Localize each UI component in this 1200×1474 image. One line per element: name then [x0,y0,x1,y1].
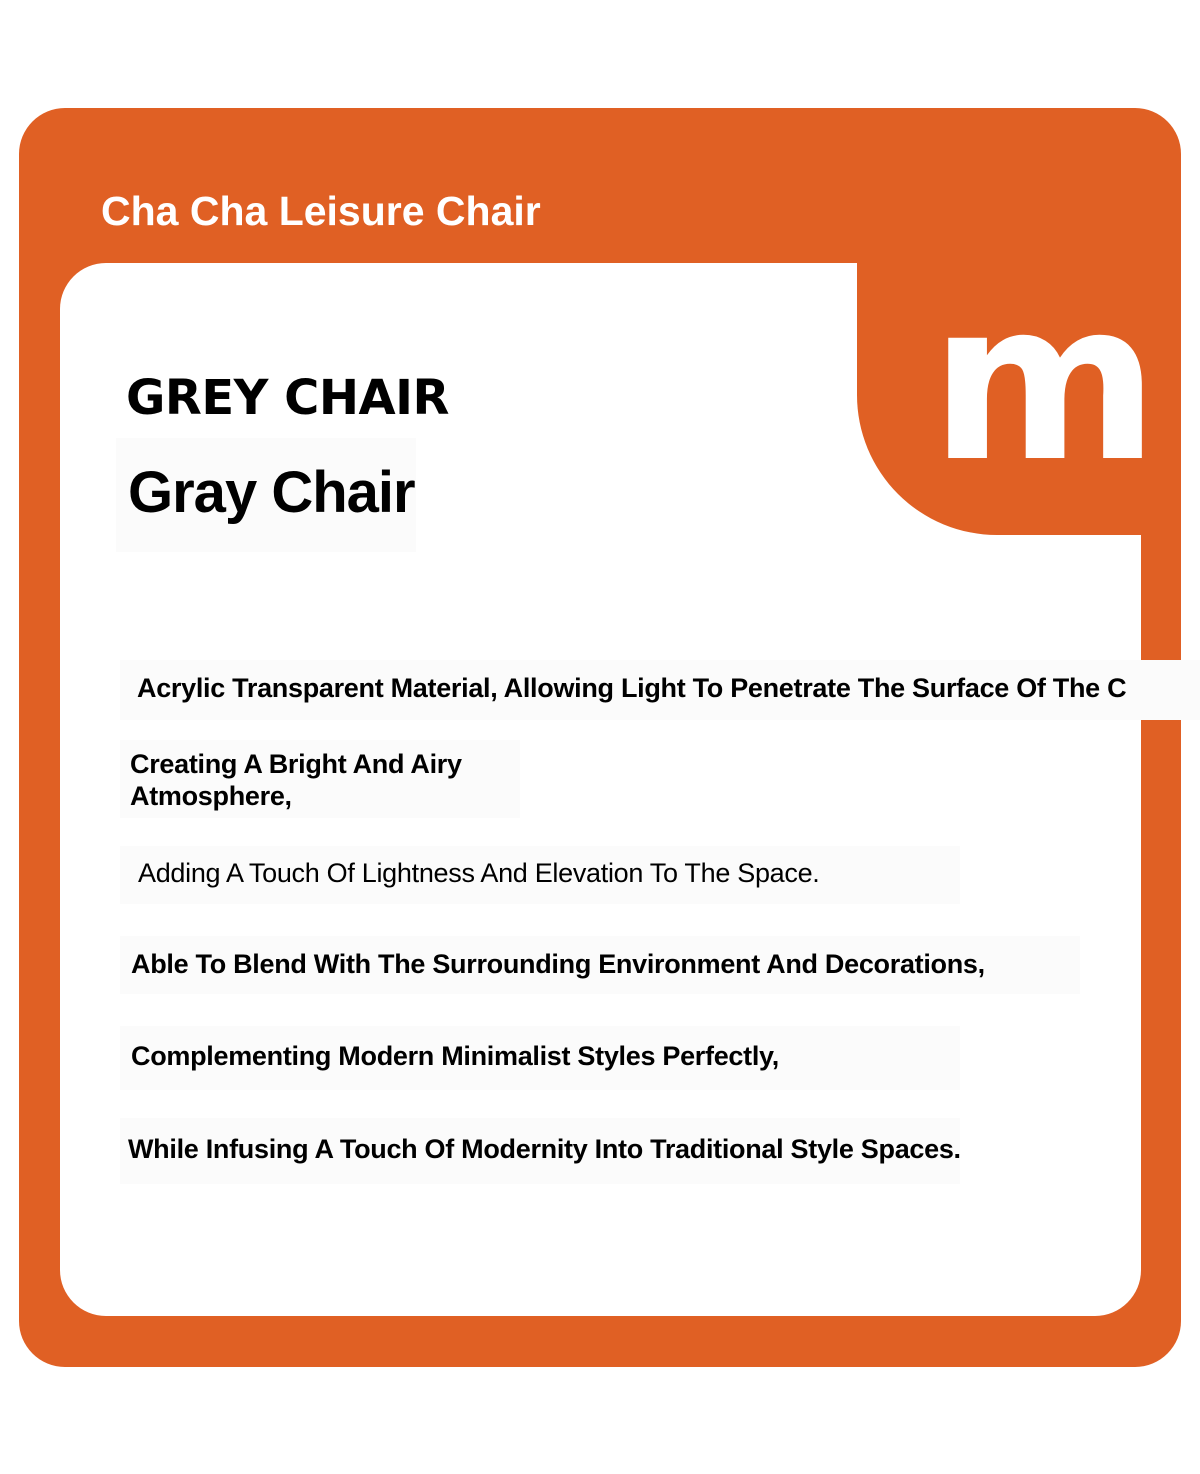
feature-line-4-box [120,936,1080,994]
feature-line-1-box [120,660,1200,720]
feature-line-6: While Infusing A Touch Of Modernity Into Traditional Style Spaces. [128,1134,961,1164]
feature-line-4: Able To Blend With The Surrounding Environment And Decorations, [131,949,985,979]
feature-line-2b: Atmosphere, [130,781,292,811]
feature-line-2a: Creating A Bright And Airy [130,749,462,779]
feature-line-3-box [120,846,960,904]
brand-logo-icon: m [930,254,1156,510]
feature-line-1: Acrylic Transparent Material, Allowing Light To Penetrate The Surface Of The C [137,673,1127,703]
feature-line-5: Complementing Modern Minimalist Styles Perfectly, [131,1041,779,1071]
feature-line-2-box [120,740,520,818]
product-name: Gray Chair [128,460,415,525]
page-title: Cha Cha Leisure Chair [101,188,541,234]
feature-line-5-box [120,1026,960,1090]
feature-line-6-box [120,1118,960,1184]
product-name-block [116,438,416,552]
feature-line-3: Adding A Touch Of Lightness And Elevation To The Space. [138,858,820,888]
product-series-heading: GREY CHAIR [126,370,449,426]
